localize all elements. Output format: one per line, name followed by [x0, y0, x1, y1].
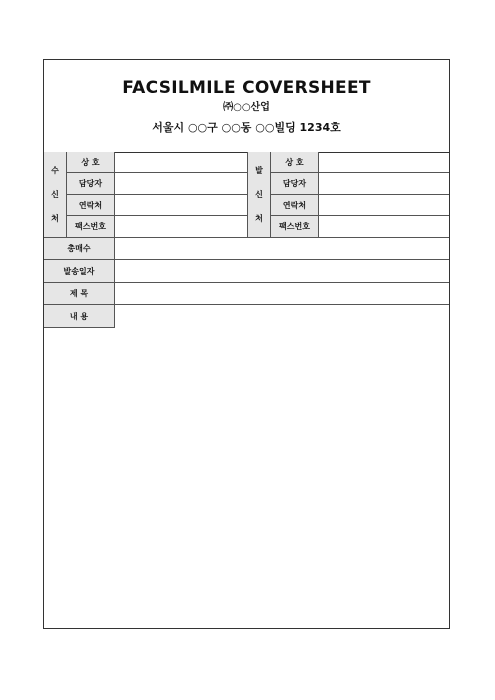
header: [44, 60, 449, 153]
sender-phone-field[interactable]: [319, 195, 449, 216]
company-name: ㈜○○산업: [223, 102, 270, 113]
recipient-char: 수: [51, 165, 59, 175]
sender-contact-field[interactable]: [319, 173, 449, 195]
send-date-field[interactable]: [115, 260, 449, 283]
send-date-label: 발송일자: [44, 260, 115, 283]
sender-company-field[interactable]: [319, 152, 449, 173]
recipient-group-label: [44, 152, 67, 238]
recipient-char: 처: [51, 214, 59, 224]
sender-char: 발: [255, 165, 263, 175]
page-count-label: 총매수: [44, 238, 115, 260]
sender-group-label: [248, 152, 271, 238]
subject-label: 제 목: [44, 283, 115, 305]
document-title: FACSILMILE COVERSHEET: [122, 78, 371, 98]
sender-char: 처: [255, 214, 263, 224]
recipient-phone-field[interactable]: [115, 195, 247, 216]
sender-company-label: 상 호: [271, 152, 319, 173]
fax-coversheet: [43, 59, 450, 629]
recipient-phone-label: 연락처: [67, 195, 115, 216]
sender-phone-label: 연락처: [271, 195, 319, 216]
recipient-char: 신: [51, 189, 59, 199]
page-count-field[interactable]: [115, 238, 449, 260]
recipient-company-field[interactable]: [115, 152, 247, 173]
sender-fax-label: 팩스번호: [271, 216, 319, 238]
recipient-contact-field[interactable]: [115, 173, 247, 195]
recipient-company-label: 상 호: [67, 152, 115, 173]
sender-fax-field[interactable]: [319, 216, 449, 238]
content-field[interactable]: [115, 305, 449, 628]
recipient-fax-field[interactable]: [115, 216, 247, 238]
recipient-fax-label: 팩스번호: [67, 216, 115, 238]
sender-char: 신: [255, 189, 263, 199]
content-label: 내 용: [44, 305, 115, 328]
subject-field[interactable]: [115, 283, 449, 305]
sender-contact-label: 담당자: [271, 173, 319, 195]
recipient-contact-label: 담당자: [67, 173, 115, 195]
company-address: 서울시 ○○구 ○○동 ○○빌딩 1234호: [152, 121, 341, 134]
